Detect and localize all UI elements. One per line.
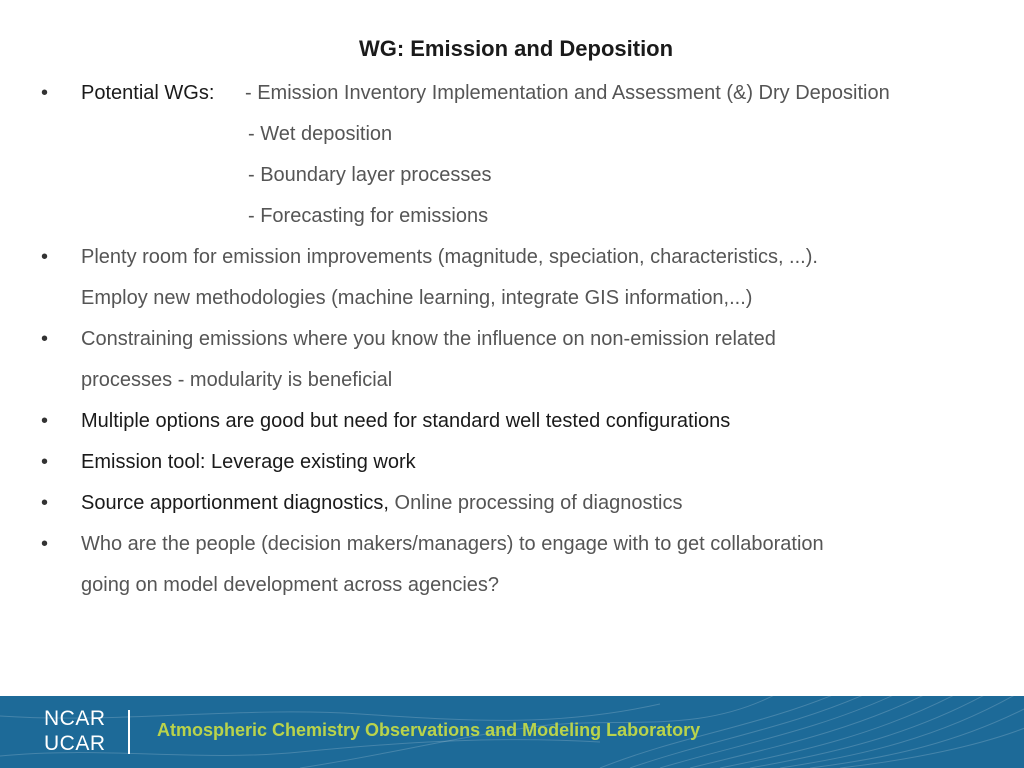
wg-item: - Emission Inventory Implementation and Assessment (&) Dry Deposition (245, 82, 890, 104)
bullet-marker: • (41, 533, 49, 555)
bullet-text: going on model development across agencies? (81, 574, 500, 596)
footer-banner (0, 696, 1024, 768)
bullet-continuation (0, 365, 1024, 395)
bullet-text-gray: Online processing of diagnostics (394, 492, 683, 514)
bullet-marker: • (41, 410, 49, 432)
bullet-text: Constraining emissions where you know the influence on non-emission related (81, 328, 776, 350)
slide-title: WG: Emission and Deposition (358, 36, 674, 61)
bullet-emission-improvements (0, 242, 1024, 272)
ncar-ucar-logo (44, 706, 106, 756)
bullet-text: Multiple options are good but need for standard well tested configurations (81, 410, 731, 432)
bullet-text: processes - modularity is beneficial (81, 369, 393, 391)
wg-item: - Forecasting for emissions (248, 205, 489, 227)
bullet-continuation (0, 283, 1024, 313)
bullet-emission-tool (0, 447, 1024, 477)
bullet-marker: • (41, 451, 49, 473)
bullet-lead: Potential WGs: (81, 82, 215, 104)
bullet-text-dark: Source apportionment diagnostics, (81, 492, 389, 514)
bullet-potential-wgs (0, 78, 1024, 108)
bullet-text: Plenty room for emission improvements (magnitude, speciation, characteristics, ...). (81, 246, 818, 268)
bullet-text: Employ new methodologies (machine learning, integrate GIS information,...) (81, 287, 753, 309)
bullet-text: Emission tool: Leverage existing work (81, 451, 416, 473)
wg-item-row (0, 119, 1024, 149)
bullet-marker: • (41, 246, 49, 268)
bullet-multiple-options (0, 406, 1024, 436)
bullet-marker: • (41, 492, 49, 514)
wg-item-row (0, 201, 1024, 231)
logo-ucar: UCAR (44, 732, 106, 755)
lab-name: Atmospheric Chemistry Observations and Modeling Laboratory (157, 720, 701, 740)
bullet-marker: • (41, 328, 49, 350)
bullet-text (81, 488, 682, 518)
bullet-marker: • (41, 82, 49, 104)
bullet-text: Who are the people (decision makers/managers) to engage with to get collaboration (81, 533, 824, 555)
wg-item: - Boundary layer processes (248, 164, 492, 186)
bullet-source-apportionment (0, 488, 1024, 518)
bullet-who-are-the-people (0, 529, 1024, 559)
bullet-constraining-emissions (0, 324, 1024, 354)
wg-item-row (0, 160, 1024, 190)
logo-divider (128, 710, 130, 754)
bullet-continuation (0, 570, 1024, 600)
wg-item: - Wet deposition (248, 123, 393, 145)
logo-ncar: NCAR (44, 707, 106, 730)
